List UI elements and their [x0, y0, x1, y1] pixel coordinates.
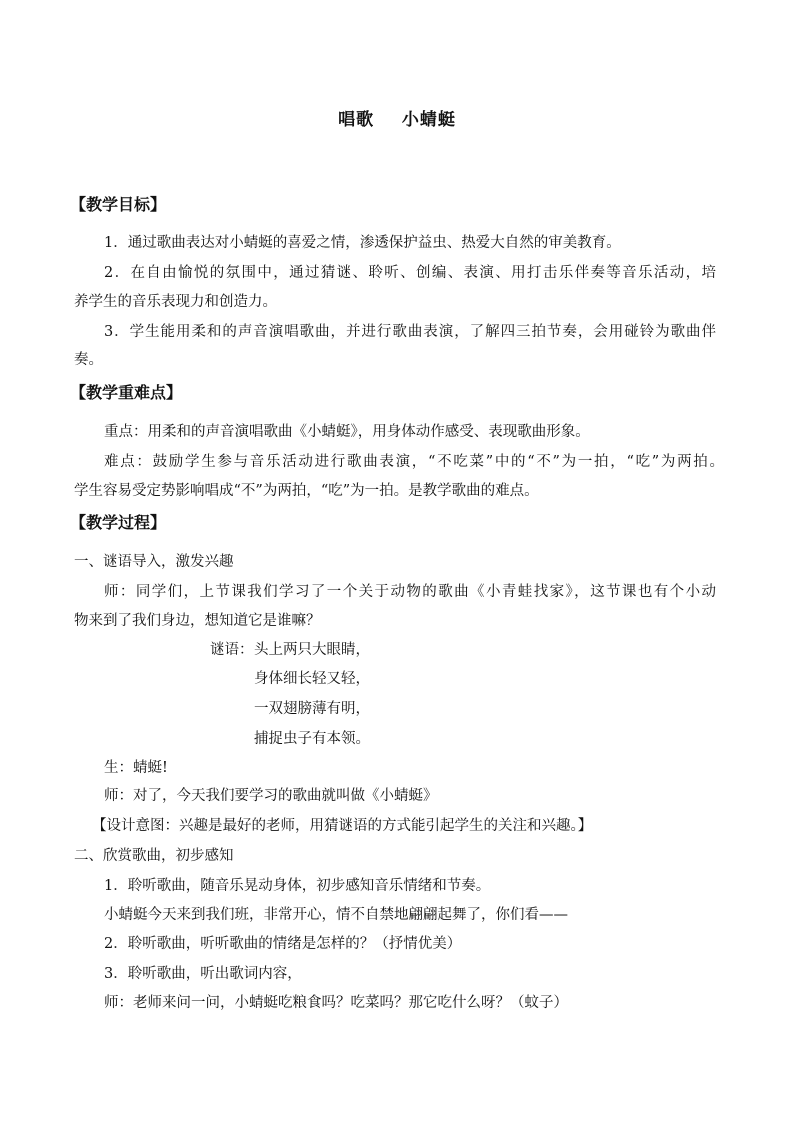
teacher-line-2: 师：对了，今天我们要学习的歌曲就叫做《小蜻蜓》	[104, 788, 438, 804]
goal-item-3-line-2: 奏。	[74, 352, 103, 368]
goal-item-2-line-1: 2．在自由愉悦的氛围中，通过猜谜、聆听、创编、表演、用打击乐伴奏等音乐活动，培	[104, 265, 716, 281]
process-heading: 【教学过程】	[70, 513, 167, 532]
section-2-title: 二、欣赏歌曲，初步感知	[74, 848, 234, 864]
goal-item-1: 1．通过歌曲表达对小蜻蜓的喜爱之情，渗透保护益虫、热爱大自然的审美教育。	[104, 235, 621, 251]
keypoints-heading: 【教学重难点】	[70, 383, 183, 402]
listen-step-1: 1．聆听歌曲，随音乐晃动身体，初步感知音乐情绪和节奏。	[104, 878, 491, 894]
goal-item-2-line-2: 养学生的音乐表现力和创造力。	[74, 294, 277, 310]
teacher-line-3: 师：老师来问一问，小蜻蜓吃粮食吗？吃菜吗？那它吃什么呀？（蚊子）	[104, 995, 568, 1011]
page-title: 唱歌 小蜻蜓	[338, 110, 456, 130]
teacher-line-1b: 物来到了我们身边，想知道它是谁嘛？	[74, 613, 321, 629]
riddle-line-3: 一双翅膀薄有明，	[254, 701, 370, 717]
listen-step-2: 2．聆听歌曲，听听歌曲的情绪是怎样的？（抒情优美）	[104, 936, 462, 952]
riddle-line-1: 头上两只大眼睛，	[254, 642, 370, 658]
riddle-line-4: 捕捉虫子有本领。	[254, 731, 370, 747]
narration-line: 小蜻蜓今天来到我们班，非常开心，情不自禁地翩翩起舞了，你们看——	[104, 907, 568, 923]
listen-step-3: 3．聆听歌曲，听出歌词内容，	[104, 966, 302, 982]
teacher-line-1a: 师：同学们，上节课我们学习了一个关于动物的歌曲《小青蛙找家》，这节课也有个小动	[104, 584, 716, 600]
difficult-point-line-2: 学生容易受定势影响唱成“不”为两拍，“吃”为一拍。是教学歌曲的难点。	[74, 483, 539, 499]
student-answer: 生：蜻蜓!	[104, 760, 168, 776]
design-intent: 【设计意图：兴趣是最好的老师，用猜谜语的方式能引起学生的关注和兴趣。】	[92, 818, 593, 834]
difficult-point-line-1: 难点：鼓励学生参与音乐活动进行歌曲表演，“不吃菜”中的“不”为一拍，“吃”为两拍。	[104, 454, 724, 470]
riddle-label: 谜语：	[210, 642, 254, 658]
goal-item-3-line-1: 3．学生能用柔和的声音演唱歌曲，并进行歌曲表演，了解四三拍节奏，会用碰铃为歌曲伴	[104, 324, 716, 340]
key-point: 重点：用柔和的声音演唱歌曲《小蜻蜓》，用身体动作感受、表现歌曲形象。	[104, 424, 590, 440]
section-1-title: 一、谜语导入，激发兴趣	[74, 554, 234, 570]
riddle-line-2: 身体细长轻又轻，	[254, 671, 370, 687]
goals-heading: 【教学目标】	[70, 195, 167, 214]
